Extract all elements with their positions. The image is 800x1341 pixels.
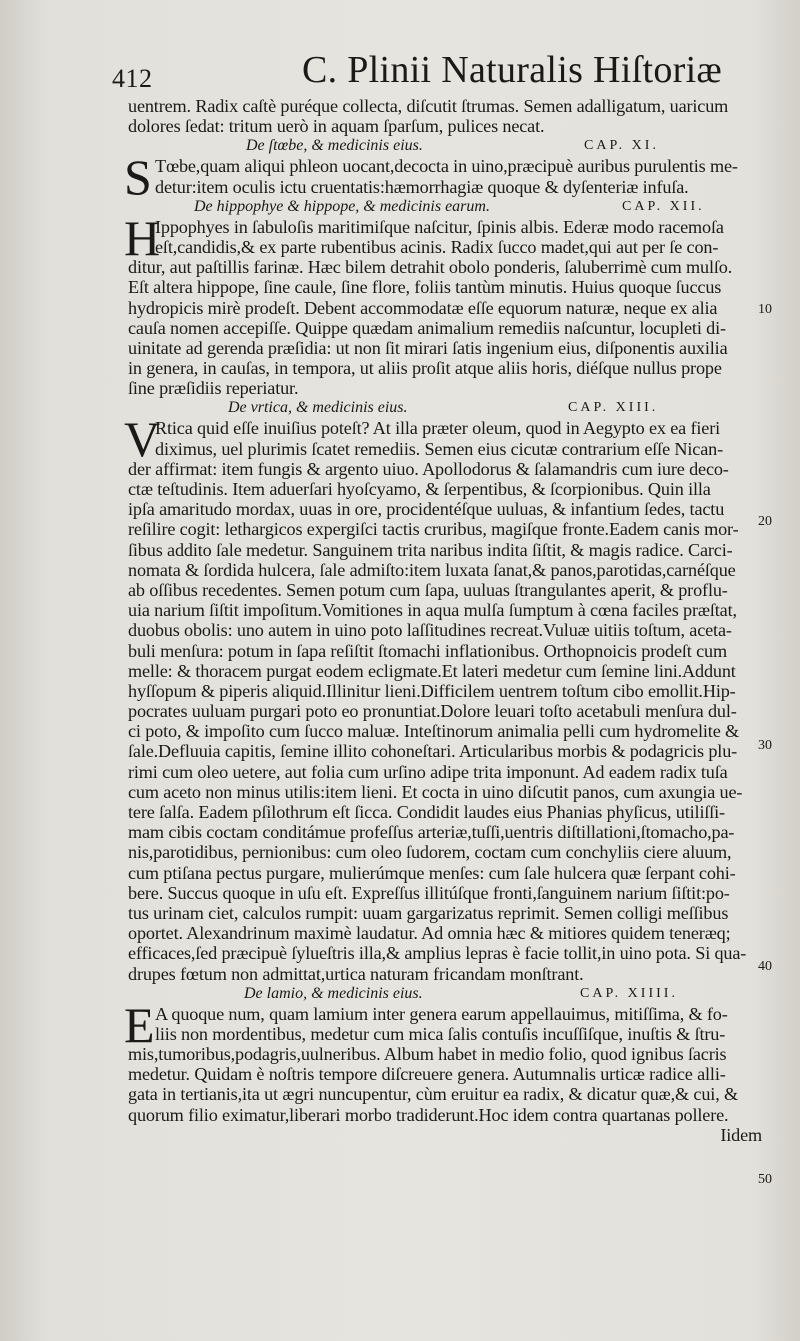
text-line: gata in tertianis,ita ut ægri nuncupentur, cùm eruitur ea radix, & dicatur quæ,& cui, & [128, 1084, 738, 1105]
text-line: Eſt altera hippope, ſine caule, ſine flore, foliis tantùm minutis. Huius quoque ſuccus [128, 277, 722, 298]
text-line: Tœbe,quam aliqui phleon uocant,decocta in uino,præcipuè auribus purulentis me- [155, 156, 738, 177]
drop-capital: S [124, 149, 152, 206]
text-line: ſine præſidiis reperiatur. [128, 378, 299, 399]
margin-line-number: 30 [758, 738, 772, 753]
intro-paragraph [128, 96, 798, 136]
chapter-heading [128, 984, 798, 1004]
text-line: reſilire cogit: lethargicos expergiſci tactis cruribus, magiſque fronte.Eadem canis mor- [128, 519, 739, 540]
chapter-title: De vrtica, & medicinis eius. [228, 399, 408, 417]
text-line: cum aceto non minus utilis:item lieni. Et cocta in uino diſcutit panos, cum axungia ue- [128, 781, 743, 802]
text-line: eſt,candidis,& ex parte rubentibus acinis. Radix ſucco madet,qui aut per ſe con- [155, 236, 719, 257]
drop-capital: V [124, 411, 161, 468]
chapter-number: CAP. XI. [584, 138, 659, 154]
text-line: A quoque num, quam lamium inter genera earum appellauimus, mitiſſima, & fo- [155, 1003, 728, 1024]
text-line: buli menſura: potum in ſapa reſiſtit ſtomachi inflationibus. Orthopnoicis prodeſt cum [128, 640, 727, 661]
drop-capital: E [124, 996, 155, 1053]
text-line: pocrates uuluam purgari poto eo pronuntiat.Dolore leuari toſto acetabuli menſura dul- [128, 701, 737, 722]
text-line: ſale.Defluuia capitis, ſemine illito cohoneſtari. Articularibus morbis & podagricis plu- [128, 741, 738, 762]
margin-line-number: 10 [758, 302, 772, 317]
text-line: dolores ſedat: tritum uerò in aquam ſparſum, pulices necat. [128, 116, 545, 137]
text-block [124, 96, 798, 1145]
text-line: melle: & thoracem purgat eodem ecligmate.Et lateri medetur cum ſemine lini.Addunt [128, 660, 736, 681]
text-line: diximus, uel plurimis ſcatet remediis. Semen eius cicutæ contrarium eſſe Nican- [155, 438, 723, 459]
margin-line-number: 20 [758, 514, 772, 529]
text-line: ctæ teſtudinis. Item aduerſari hyoſcyamo, & ſerpentibus, & ſcorpionibus. Quin illa [128, 479, 711, 499]
chapter-paragraph [124, 209, 798, 399]
chapter-title: De lamio, & medicinis eius. [244, 984, 423, 1002]
text-line: bere. Succus quoque in uſu eſt. Expreſſus illitúſque fronti,ſanguinem narium ſiſtit:po- [128, 882, 730, 903]
text-line: drupes fœtum non admittat,urtica naturam fricandam monſtrant. [128, 963, 584, 984]
running-title: C. Plinii Naturalis Hiſtoriæ [302, 49, 723, 91]
text-line: ab oſſibus recedentes. Semen potum cum ſapa, uuluas ſtrangulantes aperit, & proflu- [128, 579, 728, 600]
text-line: nis,parotidibus, pernionibus: cum oleo ſudorem, coctam cum conchyliis ciere aluum, [128, 842, 732, 863]
text-line: tus urinam ciet, calculos rumpit: uuam gargarizatus reprimit. Semen colligi meſſibus [128, 902, 729, 923]
text-line: in genera, in cauſas, in tempora, ut aliis proſit atque aliis horis, diéſque nullus prope [128, 358, 722, 379]
text-line: tere ſalſa. Eadem pſilothrum eſt ſicca. Condidit laudes eius Phanias phyſicus, utiliſſi- [128, 802, 725, 822]
text-line: der affirmat: item fungis & argento uiuo. Apollodorus & ſalamandris cum iure deco- [128, 458, 729, 479]
chapter-number: CAP. XII. [622, 198, 705, 214]
text-line: hydropicis mirè prodeſt. Debent accommodatæ eſſe equorum naturæ, neque ex alia [128, 297, 718, 318]
chapter-number: CAP. XIII. [568, 400, 659, 416]
text-line: cauſa nomen accepiſſe. Quippe quædam animalium remediis naſcuntur, locupleti di- [128, 317, 726, 338]
chapter-number: CAP. XIIII. [580, 985, 678, 1001]
page-header [112, 48, 723, 98]
text-line: detur:item oculis ictu cruentatis:hæmorrhagiæ quoque & dyſenteriæ infuſa. [155, 176, 689, 197]
margin-line-number: 40 [758, 959, 772, 974]
text-line: ditur, aut paſtillis farinæ. Hæc bilem detrahit obolo ponderis, ſaluberrimè cum mulſo. [128, 257, 733, 278]
text-line: nomata & ſordida hulcera, ſale admiſto:item luxata ſanat,& panos,parotidas,carnéſque [128, 559, 736, 580]
text-line: rimi cum oleo uetere, aut folia cum urſino adipe trita imponunt. Ad eadem radix tuſa [128, 761, 728, 782]
text-line: ſibus addito ſale medetur. Sanguinem trita naribus indita ſiſtit, & magis radice. Carci- [128, 539, 733, 560]
margin-line-number: 50 [758, 1172, 772, 1187]
text-line: quorum filio eximatur,liberari morbo tradiderunt.Hoc idem contra quartanas pollere. [128, 1104, 729, 1125]
chapter-heading [128, 197, 798, 217]
text-line: liis non mordentibus, medetur cum mica ſalis contuſis incuſſiſque, inuſtis & ſtru- [155, 1023, 726, 1044]
text-line: uentrem. Radix caſtè puréque collecta, diſcutit ſtrumas. Semen adalligatum, uaricum [128, 96, 729, 116]
text-line: uia narium ſiſtit impoſitum.Vomitiones in aqua mulſa ſumptum à cœna faciles præſtat, [128, 600, 737, 621]
text-line: ipſa amaritudo mordax, uuas in ore, procidentéſque uuluas, & infantium ſedes, tactu [128, 499, 725, 520]
text-line: oportet. Alexandrinum maximè laudatur. Ad omnia hæc & mitiores quidem teneræq; [128, 923, 731, 944]
catchword: Iidem [720, 1124, 762, 1145]
chapter-heading [128, 136, 798, 156]
chapter-title: De ſtœbe, & medicinis eius. [246, 137, 423, 155]
text-line: cum ptiſana pectus purgare, mulierúmque menſes: cum ſale hulcera quæ ſerpant cohi- [128, 862, 736, 883]
text-line: efficaces,ſed præcipuè ſylueſtris illa,& amplius lepras è facie tollit,in uino pota. Si qua- [128, 943, 747, 964]
chapter-title: De hippophye & hippope, & medicinis earum. [194, 197, 490, 215]
chapter-heading [128, 398, 798, 418]
text-line: Rtica quid eſſe inuiſius poteſt? At illa præter oleum, quod in Aegypto ex ea fieri [155, 418, 721, 439]
text-line: Ippophyes in ſabuloſis maritimiſque naſcitur, ſpinis albis. Ederæ modo racemoſa [155, 216, 724, 237]
text-line: mis,tumoribus,podagris,uulneribus. Album habet in medio folio, quod ignibus ſacris [128, 1044, 727, 1065]
text-line: medetur. Quidam è noſtris tempore diſcreuere genera. Autumnalis urticæ radice alli- [128, 1064, 726, 1085]
chapter-paragraph [124, 996, 798, 1125]
text-line: duobus obolis: uno autem in uino poto laſſitudines recreat.Vuluæ uitiis toſtum, aceta- [128, 620, 732, 641]
page-number: 412 [112, 64, 153, 93]
text-line: uinitate ad gerenda præſidia: ut non ſit mirari ſatis ingenium eius, diſponentis auxilia [128, 337, 728, 358]
text-line: mam cibis coctam conditámue profeſſus arteriæ,tuſſi,uentris diſtillationi,ſtomacho,pa- [128, 822, 735, 843]
text-line: ci poto, & impoſito cum ſucco maluæ. Inteſtinorum animalia pelli cum hydromelite & [128, 721, 740, 742]
chapter-paragraph [124, 411, 798, 984]
drop-capital: H [124, 209, 161, 266]
text-line: hyſſopum & piperis aliquid.Illinitur lieni.Difficilem uentrem toſtum cibo emollit.Hip- [128, 680, 736, 701]
